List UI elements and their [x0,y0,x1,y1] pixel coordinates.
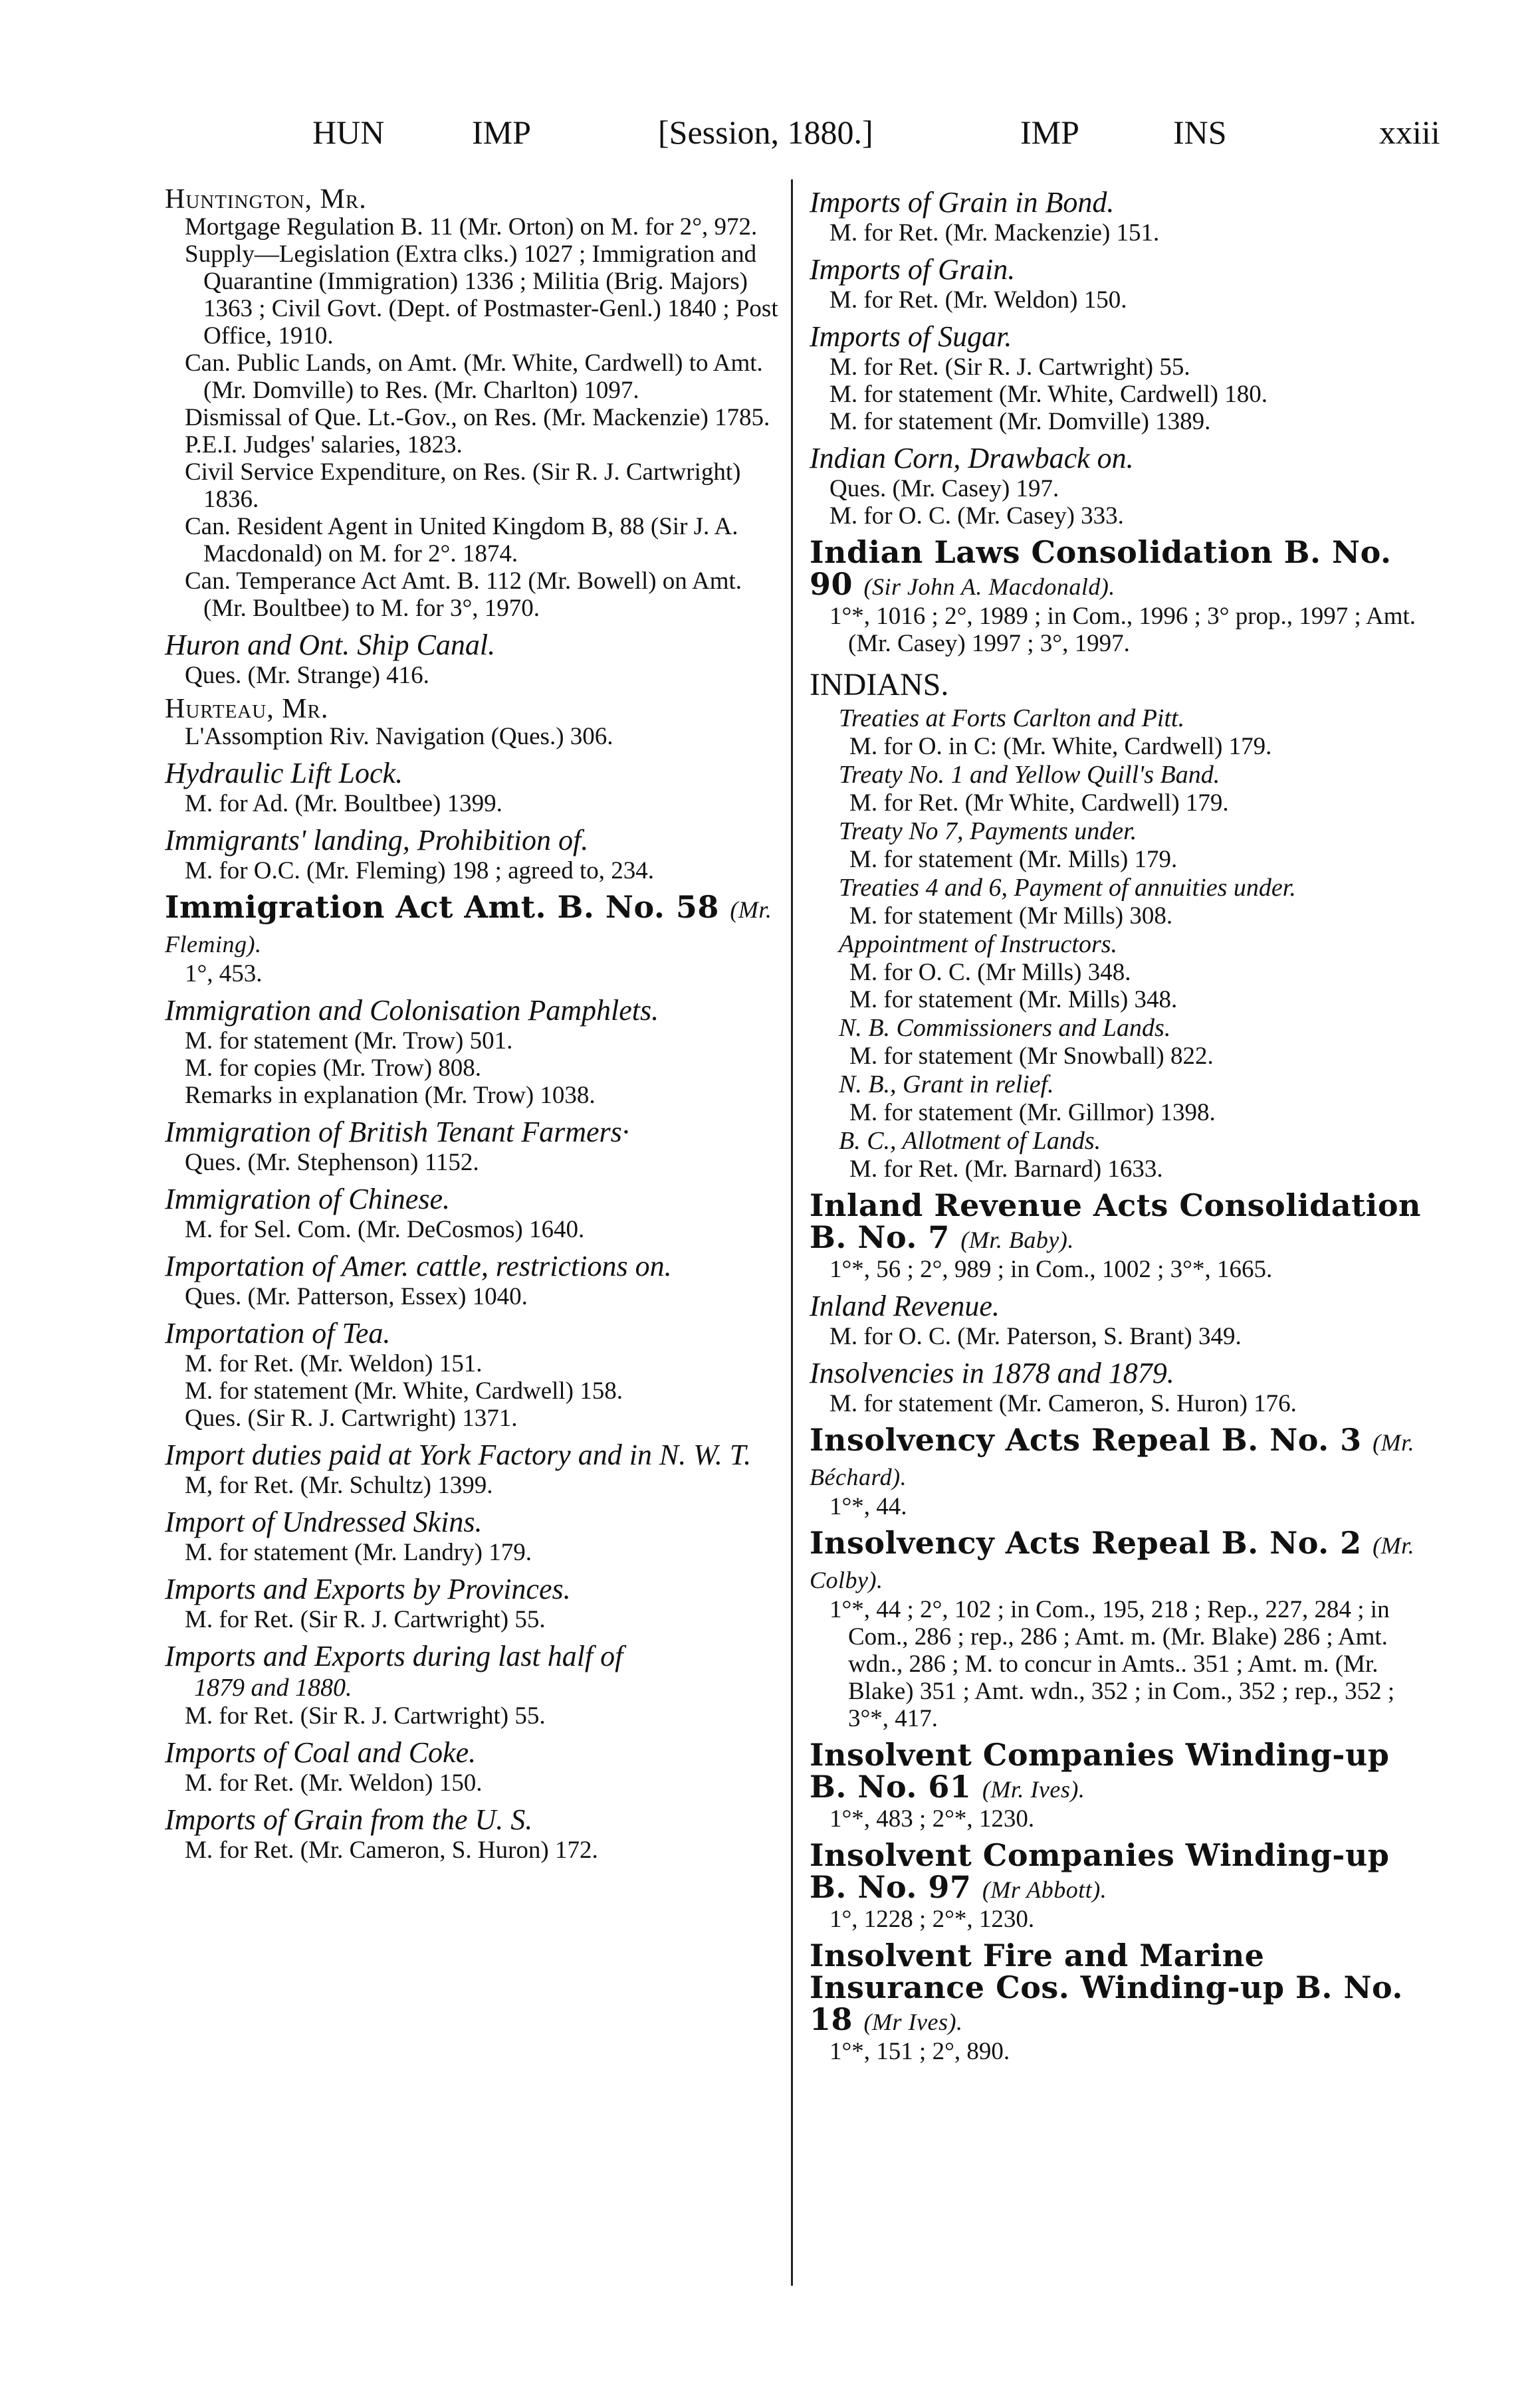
entry-heading [810,1940,1431,2038]
bill-title: Insolvent Fire and Marine Insurance Cos. Winding-up B. No. 18 [810,1938,1403,2037]
entry-line: M. for Ret. (Sir R. J. Cartwright) 55. [185,1606,546,1633]
page-number: xxiii [1379,114,1440,151]
entry-insolvency-repeal-3 [810,1424,1431,1520]
entry-heading: Imports of Sugar. [810,320,1012,353]
entry-line: M, for Ret. (Mr. Schultz) 1399. [185,1472,493,1499]
entry-line: Dismissal of Que. Lt.-Gov., on Res. (Mr. Mackenzie) 1785. [185,404,770,431]
entry-subheading: N. B., Grant in relief. [839,1070,1054,1098]
entry-heading: Importation of Tea. [165,1317,391,1350]
entry-line: M. for Ret. (Sir R. J. Cartwright) 55. [185,1702,546,1730]
entry-line: 1°*, 483 ; 2°*, 1230. [829,1805,1035,1833]
entry-heading [810,536,1431,603]
entry-line: M. for Ret. (Mr. Cameron, S. Huron) 172. [185,1837,598,1864]
entry-line: Remarks in explanation (Mr. Trow) 1038. [185,1082,596,1109]
entry-line: Can. Public Lands, on Amt. (Mr. White, Cardwell) to Amt. (Mr. Domville) to Res. (Mr. Charlton) 1097. [185,350,763,404]
entry-line: M. for O. in C: (Mr. White, Cardwell) 179. [849,733,1272,760]
bill-title: Insolvency Acts Repeal B. No. 2 [810,1525,1362,1561]
entry-line: M. for statement (Mr. Mills) 348. [849,986,1178,1013]
entry-huntington [165,186,783,622]
entry-grain-bond [810,186,1431,247]
entry-immigration-british [165,1116,783,1176]
entry-heading: Insolvencies in 1878 and 1879. [810,1357,1174,1389]
entry-line: M. for Sel. Com. (Mr. DeCosmos) 1640. [185,1216,585,1243]
entry-line: Ques. (Mr. Strange) 416. [185,662,429,689]
entry-coal-coke [165,1736,783,1797]
entry-line: Supply—Legislation (Extra clks.) 1027 ; Immigration and Quarantine (Immigration) 1336 ; Militia (Brig. Majors) 1363 ; Civil Govt. (Dept. of Postmaster-Genl.) 1840 ; Post Office, 1910. [185,241,778,350]
entry-subheading: B. C., Allotment of Lands. [839,1127,1101,1155]
bill-title: Insolvency Acts Repeal B. No. 3 [810,1422,1362,1458]
header-right-1: IMP [1020,114,1079,151]
running-header [0,113,1538,166]
entry-line: M. for Ret. (Mr. Barnard) 1633. [849,1155,1163,1183]
entry-line: M. for Ret. (Mr. Mackenzie) 151. [829,219,1160,247]
entry-heading: Indian Corn, Drawback on. [810,442,1134,474]
entry-line: M. for O. C. (Mr Mills) 348. [849,959,1131,986]
entry-line: 1°, 1228 ; 2°*, 1230. [829,1906,1035,1933]
bill-mover: (Mr. Fleming). [165,896,772,957]
entry-heading [810,1739,1431,1805]
entry-line: Can. Temperance Act Amt. B. 112 (Mr. Bowell) on Amt. (Mr. Boultbee) to M. for 3°, 1970. [185,567,742,622]
entry-subheading: Treaties at Forts Carlton and Pitt. [839,704,1185,732]
entry-huron-canal [165,629,783,689]
entry-line: 1°*, 151 ; 2°, 890. [829,2038,1010,2065]
entry-line: M. for statement (Mr. White, Cardwell) 180. [829,381,1268,408]
entry-line: Can. Resident Agent in United Kingdom B, 88 (Sir J. A. Macdonald) on M. for 2°. 1874. [185,513,738,567]
bill-title: Insolvent Companies Winding-up B. No. 61 [810,1737,1390,1805]
entry-line: M. for statement (Mr Snowball) 822. [849,1043,1214,1070]
bill-title: Indian Laws Consolidation B. No. 90 [810,534,1392,602]
entry-amer-cattle [165,1250,783,1310]
entry-heading [810,1527,1431,1596]
bill-mover: (Mr. Béchard). [810,1429,1415,1490]
entry-heading: Huron and Ont. Ship Canal. [165,629,496,661]
header-left-2: IMP [472,114,531,151]
entry-line: M. for O. C. (Mr. Paterson, S. Brant) 349. [829,1323,1242,1350]
entry-line: M. for statement (Mr Mills) 308. [849,902,1173,930]
entry-heading: Immigration of British Tenant Farmers· [165,1116,629,1148]
entry-hydraulic [165,757,783,817]
bill-mover: (Mr. Colby). [810,1532,1415,1593]
entry-subheading: Appointment of Instructors. [839,930,1118,958]
entry-heading: Huntington, Mr. [165,184,367,215]
entry-heading: Immigration of Chinese. [165,1183,450,1215]
entry-indian-laws [810,536,1431,657]
entry-line: M. for Ret. (Mr. Weldon) 150. [185,1769,483,1797]
entry-insolvencies [810,1357,1431,1417]
entry-hurteau [165,696,783,750]
entry-immigration-act [165,891,783,987]
entry-insolvency-repeal-2 [810,1527,1431,1732]
entry-importation-tea [165,1317,783,1432]
entry-subheading: Treaty No. 1 and Yellow Quill's Band. [839,761,1220,789]
entry-exports-provinces [165,1573,783,1633]
entry-heading: Imports of Grain. [810,253,1016,286]
bill-mover: (Mr Ives). [863,2009,963,2035]
entry-line: L'Assomption Riv. Navigation (Ques.) 306. [185,723,613,750]
entry-grain-us [165,1803,783,1864]
entry-line: 1°, 453. [185,960,263,987]
bill-mover: (Mr. Baby). [960,1227,1074,1253]
entry-inland-revenue [810,1290,1431,1350]
bill-mover: (Mr. Ives). [982,1776,1085,1803]
right-column [810,186,1431,2072]
entry-subheading: Treaties 4 and 6, Payment of annuities under. [839,874,1296,902]
entry-heading [165,891,783,960]
bill-title: Insolvent Companies Winding-up B. No. 97 [810,1837,1390,1905]
entry-winding-up-97 [810,1839,1431,1933]
entry-immigrants-landing [165,824,783,884]
entry-line: M. for statement (Mr. Domville) 1389. [829,408,1211,435]
entry-line: Mortgage Regulation B. 11 (Mr. Orton) on M. for 2°, 972. [185,213,758,241]
header-session: [Session, 1880.] [658,114,873,151]
entry-heading: Hurteau, Mr. [165,694,329,724]
entry-line: M. for statement (Mr. Gillmor) 1398. [849,1099,1216,1126]
entry-line: M. for copies (Mr. Trow) 808. [185,1054,482,1082]
entry-line: Ques. (Mr. Patterson, Essex) 1040. [185,1283,528,1310]
left-column [165,186,783,1870]
entry-heading: Imports and Exports by Provinces. [165,1573,571,1605]
entry-line: M. for Ret. (Mr. Weldon) 151. [185,1350,483,1377]
entry-immigration-colonisation [165,994,783,1109]
entry-fire-marine [810,1940,1431,2065]
entry-sugar [810,320,1431,435]
entry-line: Ques. (Mr. Casey) 197. [829,475,1059,502]
entry-line: 1°*, 56 ; 2°, 989 ; in Com., 1002 ; 3°*, 1665. [829,1256,1273,1283]
section-heading: INDIANS. [810,667,949,702]
entry-exports-half [165,1640,783,1730]
entry-heading [810,1424,1431,1493]
entry-heading: Imports of Coal and Coke. [165,1736,477,1769]
entry-line: Ques. (Sir R. J. Cartwright) 1371. [185,1405,518,1432]
entry-heading: Immigration and Colonisation Pamphlets. [165,994,659,1027]
entry-heading: Imports and Exports during last half of [165,1640,623,1672]
entry-subheading: Treaty No 7, Payments under. [839,817,1137,845]
bill-title: Inland Revenue Acts Consolidation B. No. 7 [810,1187,1421,1255]
entry-line: M. for O.C. (Mr. Fleming) 198 ; agreed to, 234. [185,857,654,884]
entry-heading [810,1839,1431,1906]
entry-line: Civil Service Expenditure, on Res. (Sir R. J. Cartwright) 1836. [185,458,741,513]
entry-line: M. for statement (Mr. Mills) 179. [849,846,1178,873]
entry-heading: Inland Revenue. [810,1290,1000,1322]
entry-heading: Imports of Grain in Bond. [810,186,1115,219]
entry-line: 1°*, 1016 ; 2°, 1989 ; in Com., 1996 ; 3° prop., 1997 ; Amt. (Mr. Casey) 1997 ; 3°, 1997. [829,603,1416,657]
entry-undressed-skins [165,1506,783,1566]
entry-indian-corn [810,442,1431,530]
entry-subheading: N. B. Commissioners and Lands. [839,1014,1171,1042]
entry-heading: Import of Undressed Skins. [165,1506,483,1538]
bill-mover: (Mr Abbott). [982,1876,1107,1903]
column-divider [791,179,793,2286]
entry-heading: Imports of Grain from the U. S. [165,1803,533,1836]
entry-indians [810,664,1431,1183]
entry-heading: Importation of Amer. cattle, restrictions on. [165,1250,672,1282]
entry-line: M. for statement (Mr. Cameron, S. Huron) 176. [829,1390,1297,1417]
entry-line: P.E.I. Judges' salaries, 1823. [185,431,463,458]
bill-mover: (Sir John A. Macdonald). [863,573,1115,600]
entry-line: M. for Ad. (Mr. Boultbee) 1399. [185,790,502,817]
header-right-2: INS [1173,114,1227,151]
entry-subheading: 1879 and 1880. [194,1674,352,1702]
entry-grain [810,253,1431,314]
entry-heading: Import duties paid at York Factory and in N. W. T. [165,1439,752,1471]
entry-winding-up-61 [810,1739,1431,1833]
entry-york-factory [165,1439,783,1499]
entry-line: M. for statement (Mr. Landry) 179. [185,1539,532,1566]
entry-line: M. for Ret. (Mr White, Cardwell) 179. [849,789,1229,817]
entry-line: M. for Ret. (Sir R. J. Cartwright) 55. [829,353,1190,381]
entry-heading: Immigrants' landing, Prohibition of. [165,824,589,856]
entry-line: M. for Ret. (Mr. Weldon) 150. [829,286,1127,314]
header-left-1: HUN [312,114,385,151]
entry-line: 1°*, 44 ; 2°, 102 ; in Com., 195, 218 ; Rep., 227, 284 ; in Com., 286 ; rep., 286 ; Amt. m. (Mr. Blake) 286 ; Amt. wdn., 286 ; M. to concur in Amts.. 351 ; Amt. m. (Mr. Blake) 351 ; Amt. wdn., 352 ; in Com., 352 ; rep., 352 ; 3°*, 417. [829,1596,1395,1732]
entry-line: Ques. (Mr. Stephenson) 1152. [185,1149,479,1176]
entry-inland-revenue-acts [810,1189,1431,1283]
bill-title: Immigration Act Amt. B. No. 58 [165,889,719,925]
entry-heading [810,1189,1431,1256]
entry-line: M. for O. C. (Mr. Casey) 333. [829,502,1124,530]
entry-line: 1°*, 44. [829,1493,907,1520]
entry-immigration-chinese [165,1183,783,1243]
entry-line: M. for statement (Mr. White, Cardwell) 158. [185,1377,623,1405]
entry-heading: Hydraulic Lift Lock. [165,757,403,789]
entry-line: M. for statement (Mr. Trow) 501. [185,1027,513,1054]
